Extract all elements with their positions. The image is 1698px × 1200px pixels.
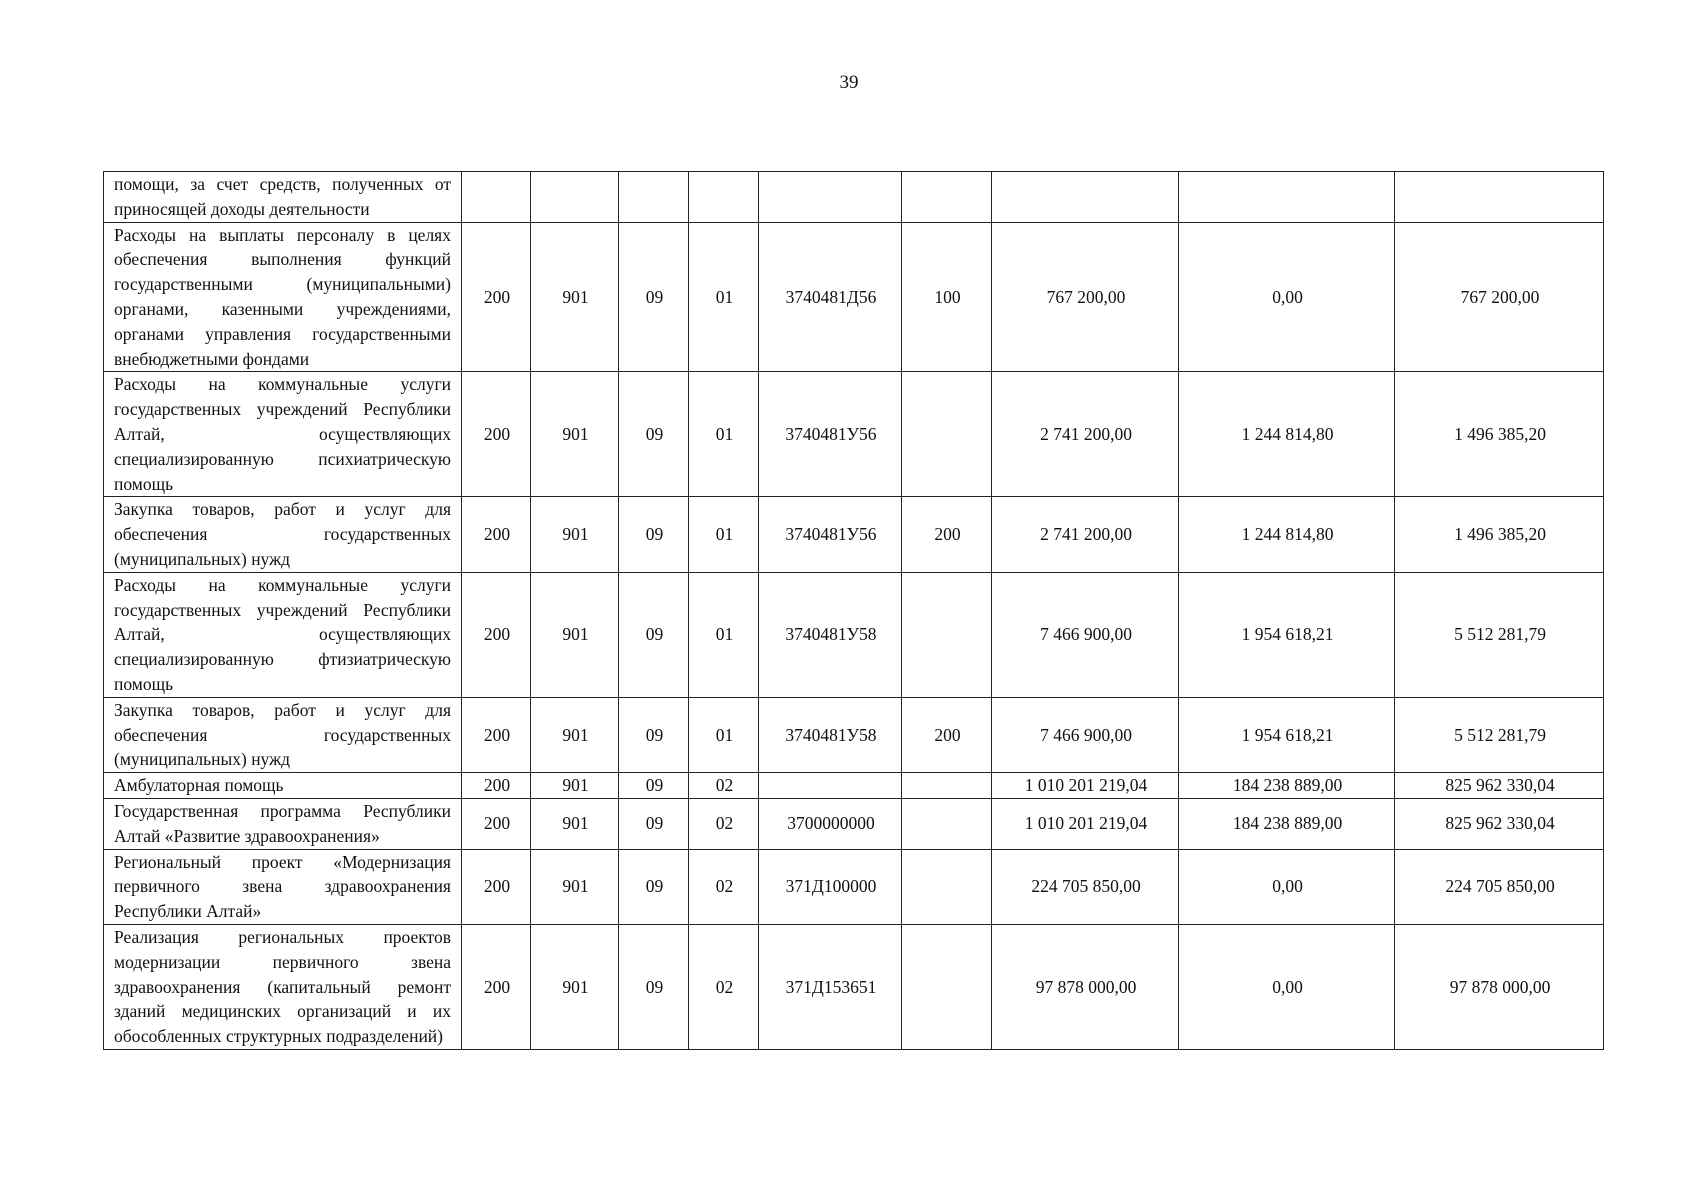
cell-subsection: 01 [689,372,759,497]
cell-grbs: 901 [531,773,619,799]
cell-expense-type: 200 [902,497,992,572]
cell-ppp: 200 [462,697,531,772]
cell-target-article: 3740481Д56 [759,222,902,372]
cell-expense-type [902,924,992,1049]
row-description: Расходы на коммунальные услуги государственных учреждений Республики Алтай, осуществляющих специализированную психиатрическую помощь [104,372,462,497]
cell-subsection: 02 [689,798,759,849]
cell-grbs: 901 [531,849,619,924]
row-description: Расходы на выплаты персоналу в целях обеспечения выполнения функций государственными (муниципальными) органами, казенными учреждениями, органами управления государственными внебюджетными фондами [104,222,462,372]
page-number: 39 [839,72,859,93]
cell-section: 09 [619,372,689,497]
cell-planned-amount [992,172,1179,223]
cell-planned-amount: 2 741 200,00 [992,372,1179,497]
cell-section: 09 [619,798,689,849]
cell-grbs: 901 [531,372,619,497]
row-description: Расходы на коммунальные услуги государственных учреждений Республики Алтай, осуществляющих специализированную фтизиатрическую помощь [104,572,462,697]
budget-table [103,171,1604,1050]
cell-remaining-amount [1395,172,1604,223]
cell-planned-amount: 2 741 200,00 [992,497,1179,572]
cell-grbs: 901 [531,572,619,697]
cell-target-article: 371Д100000 [759,849,902,924]
cell-planned-amount: 7 466 900,00 [992,697,1179,772]
cell-expense-type [902,372,992,497]
table-row [104,697,1604,772]
table-row [104,222,1604,372]
row-description: Амбулаторная помощь [104,773,462,799]
table-row [104,572,1604,697]
cell-subsection: 01 [689,222,759,372]
cell-subsection: 01 [689,697,759,772]
cell-grbs: 901 [531,924,619,1049]
cell-grbs: 901 [531,497,619,572]
cell-subsection: 02 [689,849,759,924]
cell-expense-type [902,172,992,223]
cell-target-article [759,172,902,223]
cell-executed-amount: 1 954 618,21 [1179,697,1395,772]
cell-section [619,172,689,223]
cell-section: 09 [619,222,689,372]
cell-remaining-amount: 825 962 330,04 [1395,798,1604,849]
cell-grbs [531,172,619,223]
table-body [104,172,1604,1050]
table-row [104,924,1604,1049]
row-description: Региональный проект «Модернизация первичного звена здравоохранения Республики Алтай» [104,849,462,924]
cell-executed-amount [1179,172,1395,223]
cell-executed-amount: 0,00 [1179,222,1395,372]
row-description: Закупка товаров, работ и услуг для обеспечения государственных (муниципальных) нужд [104,697,462,772]
cell-remaining-amount: 767 200,00 [1395,222,1604,372]
cell-subsection: 01 [689,572,759,697]
cell-expense-type: 100 [902,222,992,372]
cell-executed-amount: 1 244 814,80 [1179,497,1395,572]
cell-ppp: 200 [462,773,531,799]
cell-planned-amount: 7 466 900,00 [992,572,1179,697]
cell-remaining-amount: 825 962 330,04 [1395,773,1604,799]
cell-section: 09 [619,697,689,772]
cell-target-article: 3740481У56 [759,372,902,497]
cell-target-article: 3700000000 [759,798,902,849]
cell-executed-amount: 1 244 814,80 [1179,372,1395,497]
cell-ppp: 200 [462,372,531,497]
cell-ppp: 200 [462,222,531,372]
cell-section: 09 [619,497,689,572]
cell-expense-type [902,773,992,799]
cell-subsection: 02 [689,924,759,1049]
cell-target-article [759,773,902,799]
cell-grbs: 901 [531,697,619,772]
cell-section: 09 [619,924,689,1049]
cell-planned-amount: 224 705 850,00 [992,849,1179,924]
cell-remaining-amount: 1 496 385,20 [1395,372,1604,497]
table-row [104,372,1604,497]
cell-executed-amount: 1 954 618,21 [1179,572,1395,697]
row-description: Закупка товаров, работ и услуг для обеспечения государственных (муниципальных) нужд [104,497,462,572]
cell-planned-amount: 97 878 000,00 [992,924,1179,1049]
cell-expense-type [902,798,992,849]
cell-section: 09 [619,773,689,799]
cell-target-article: 3740481У56 [759,497,902,572]
cell-section: 09 [619,572,689,697]
cell-remaining-amount: 224 705 850,00 [1395,849,1604,924]
cell-remaining-amount: 97 878 000,00 [1395,924,1604,1049]
cell-expense-type: 200 [902,697,992,772]
cell-executed-amount: 184 238 889,00 [1179,773,1395,799]
table-row [104,849,1604,924]
cell-ppp [462,172,531,223]
cell-subsection [689,172,759,223]
cell-ppp: 200 [462,924,531,1049]
row-description: помощи, за счет средств, полученных от приносящей доходы деятельности [104,172,462,223]
cell-planned-amount: 767 200,00 [992,222,1179,372]
cell-expense-type [902,572,992,697]
cell-expense-type [902,849,992,924]
table-row [104,497,1604,572]
row-description: Реализация региональных проектов модернизации первичного звена здравоохранения (капитальный ремонт зданий медицинских организаций и их обособленных структурных подразделений) [104,924,462,1049]
cell-remaining-amount: 5 512 281,79 [1395,572,1604,697]
cell-remaining-amount: 1 496 385,20 [1395,497,1604,572]
cell-planned-amount: 1 010 201 219,04 [992,798,1179,849]
cell-ppp: 200 [462,497,531,572]
cell-grbs: 901 [531,798,619,849]
table-row [104,798,1604,849]
cell-ppp: 200 [462,572,531,697]
cell-executed-amount: 184 238 889,00 [1179,798,1395,849]
cell-section: 09 [619,849,689,924]
row-description: Государственная программа Республики Алтай «Развитие здравоохранения» [104,798,462,849]
cell-remaining-amount: 5 512 281,79 [1395,697,1604,772]
cell-executed-amount: 0,00 [1179,849,1395,924]
cell-executed-amount: 0,00 [1179,924,1395,1049]
cell-subsection: 01 [689,497,759,572]
table-row [104,773,1604,799]
cell-target-article: 3740481У58 [759,572,902,697]
cell-grbs: 901 [531,222,619,372]
cell-target-article: 3740481У58 [759,697,902,772]
table-row [104,172,1604,223]
cell-ppp: 200 [462,849,531,924]
cell-subsection: 02 [689,773,759,799]
cell-target-article: 371Д153651 [759,924,902,1049]
cell-ppp: 200 [462,798,531,849]
cell-planned-amount: 1 010 201 219,04 [992,773,1179,799]
